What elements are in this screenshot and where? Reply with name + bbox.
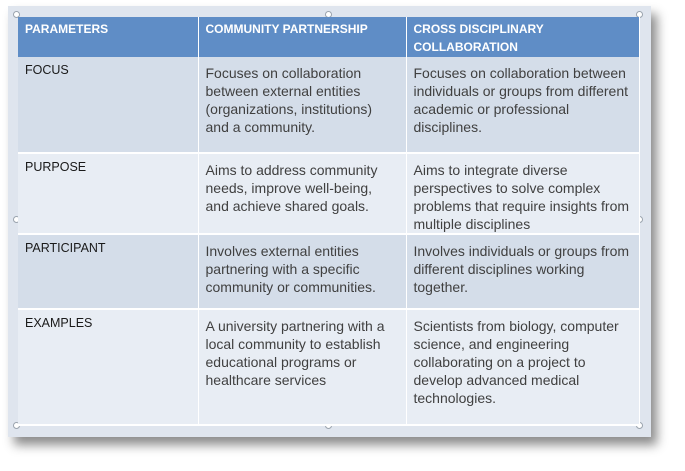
cross-disciplinary-cell: Focuses on collaboration between individuals or groups from different academic or professional disciplines.: [406, 57, 639, 153]
table-row-purpose: [18, 153, 639, 234]
table-row-focus: [18, 57, 639, 153]
cross-disciplinary-cell: Scientists from biology, computer science, and engineering collaborating on a project to develop advanced medical technologies.: [406, 309, 639, 425]
table-header-row: [18, 17, 639, 57]
cross-disciplinary-cell: Aims to integrate diverse perspectives to solve complex problems that require insights from multiple disciplines: [406, 153, 639, 234]
header-parameters: PARAMETERS: [18, 17, 198, 57]
community-partnership-cell: A university partnering with a local community to establish educational programs or healthcare services: [198, 309, 406, 425]
row-parameter: EXAMPLES: [18, 309, 198, 425]
community-partnership-cell: Focuses on collaboration between external entities (organizations, institutions) and a community.: [198, 57, 406, 153]
row-parameter: PURPOSE: [18, 153, 198, 234]
row-parameter: FOCUS: [18, 57, 198, 153]
community-partnership-cell: Involves external entities partnering with a specific community or communities.: [198, 234, 406, 309]
cross-disciplinary-cell: Involves individuals or groups from different disciplines working together.: [406, 234, 639, 309]
table-row-participant: [18, 234, 639, 309]
header-cross-disciplinary: CROSS DISCIPLINARY COLLABORATION: [406, 17, 639, 57]
table-row-examples: [18, 309, 639, 425]
community-partnership-cell: Aims to address community needs, improve well-being, and achieve shared goals.: [198, 153, 406, 234]
header-community-partnership: COMMUNITY PARTNERSHIP: [198, 17, 406, 57]
row-parameter: PARTICIPANT: [18, 234, 198, 309]
comparison-table: [18, 17, 640, 426]
